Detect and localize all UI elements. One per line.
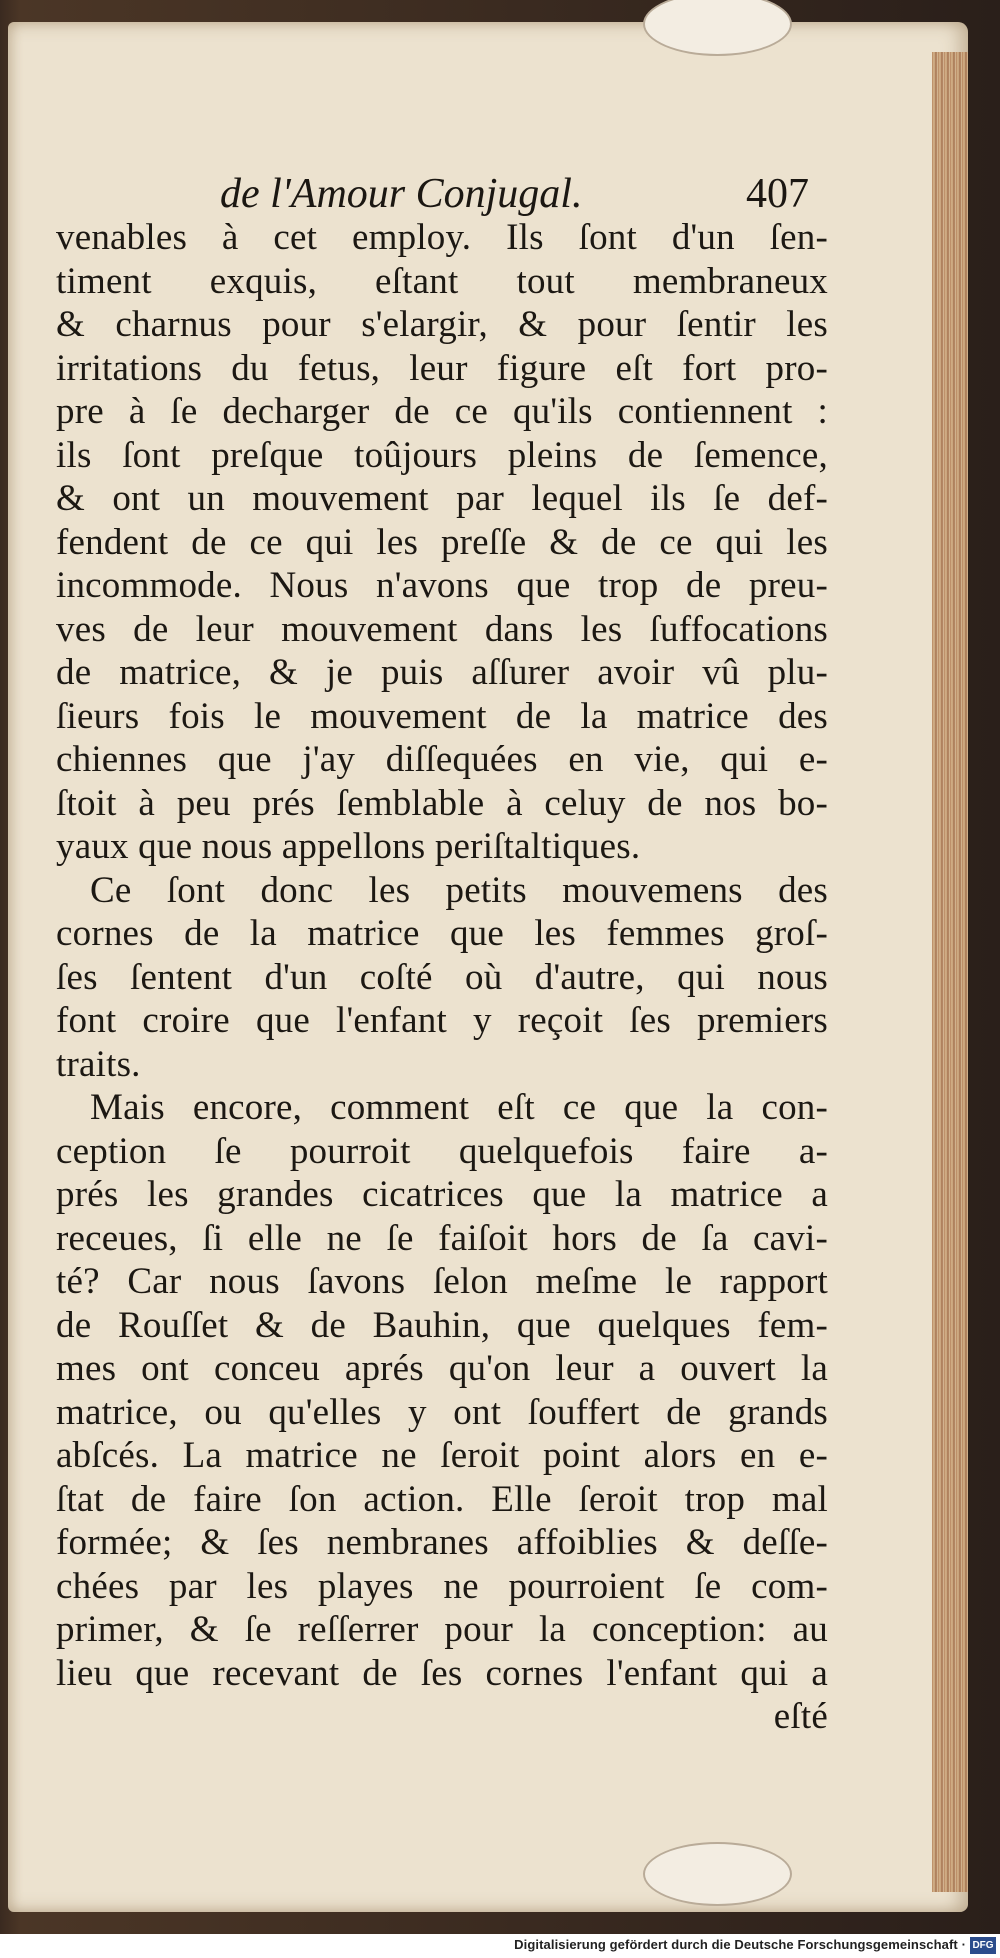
text-line: prés les grandes cicatrices que la matrice a bbox=[56, 1174, 828, 1215]
text-line: venables à cet employ. Ils ſont d'un ſen- bbox=[56, 217, 828, 258]
text-line: traits. bbox=[56, 1043, 141, 1085]
text-line: irritations du fetus, leur figure eſt fort pro- bbox=[56, 347, 828, 389]
text-line: chiennes que j'ay diſſequées en vie, qui e- bbox=[56, 739, 828, 780]
page-clip-top bbox=[643, 0, 792, 56]
text-line: formée; & ſes nembranes affoiblies & deſſe- bbox=[56, 1522, 828, 1563]
text-line: ves de leur mouvement dans les ſuffocations bbox=[56, 608, 828, 650]
text-line: & charnus pour s'elargir, & pour ſentir les bbox=[56, 304, 828, 345]
text-line: receues, ſi elle ne ſe faiſoit hors de ſa cavi- bbox=[56, 1217, 828, 1259]
dfg-logo: DFG bbox=[970, 1937, 996, 1954]
text-line: ſes ſentent d'un coſté où d'autre, qui nous bbox=[56, 956, 828, 998]
text-line: ſtoit à peu prés ſemblable à celuy de nos bo- bbox=[56, 782, 828, 824]
text-line: yaux que nous appellons periſtaltiques. bbox=[56, 826, 641, 867]
text-line: ception ſe pourroit quelquefois faire a- bbox=[56, 1130, 828, 1172]
text-line: Mais encore, comment eſt ce que la con- bbox=[90, 1087, 828, 1128]
text-line: mes ont conceu aprés qu'on leur a ouvert la bbox=[56, 1348, 828, 1389]
text-line: cornes de la matrice que les femmes groſ- bbox=[56, 913, 828, 954]
text-line: chées par les playes ne pourroient ſe com- bbox=[56, 1565, 828, 1607]
text-line: timent exquis, eſtant tout membraneux bbox=[56, 260, 828, 302]
text-line: fendent de ce qui les preſſe & de ce qui les bbox=[56, 521, 828, 563]
page-edges bbox=[932, 52, 968, 1892]
text-line: té? Car nous ſavons ſelon meſme le rapport bbox=[56, 1261, 828, 1302]
text-line: de Rouſſet & de Bauhin, que quelques fem- bbox=[56, 1304, 828, 1346]
catchword: eſté bbox=[773, 1696, 828, 1737]
text-line: ſieurs fois le mouvement de la matrice des bbox=[56, 695, 828, 737]
text-line: pre à ſe decharger de ce qu'ils contiennent : bbox=[56, 391, 828, 432]
body-text bbox=[56, 216, 828, 1739]
digitization-footer bbox=[0, 1934, 1000, 1958]
text-line: primer, & ſe reſſerrer pour la conception: au bbox=[56, 1609, 828, 1650]
text-line: ils ſont preſque toûjours pleins de ſemence, bbox=[56, 434, 828, 476]
book-page bbox=[8, 22, 968, 1912]
text-line: lieu que recevant de ſes cornes l'enfant qui a bbox=[56, 1652, 828, 1694]
funding-credit: Digitalisierung gefördert durch die Deutsche Forschungsgemeinschaft · bbox=[514, 1937, 966, 1952]
text-line: & ont un mouvement par lequel ils ſe def- bbox=[56, 478, 828, 519]
text-line: incommode. Nous n'avons que trop de preu- bbox=[56, 565, 828, 606]
text-line: matrice, ou qu'elles y ont ſouffert de grands bbox=[56, 1391, 828, 1433]
running-head: de l'Amour Conjugal. bbox=[220, 171, 583, 217]
text-line: de matrice, & je puis aſſurer avoir vû plu- bbox=[56, 652, 828, 693]
page-header bbox=[8, 162, 968, 222]
text-line: abſcés. La matrice ne ſeroit point alors en e- bbox=[56, 1435, 828, 1476]
text-line: Ce ſont donc les petits mouvemens des bbox=[90, 869, 828, 911]
text-line: ſtat de faire ſon action. Elle ſeroit trop mal bbox=[56, 1478, 828, 1520]
page-number: 407 bbox=[746, 171, 809, 217]
page-clip-bottom bbox=[643, 1842, 792, 1906]
text-line: font croire que l'enfant y reçoit ſes premiers bbox=[56, 1000, 828, 1041]
